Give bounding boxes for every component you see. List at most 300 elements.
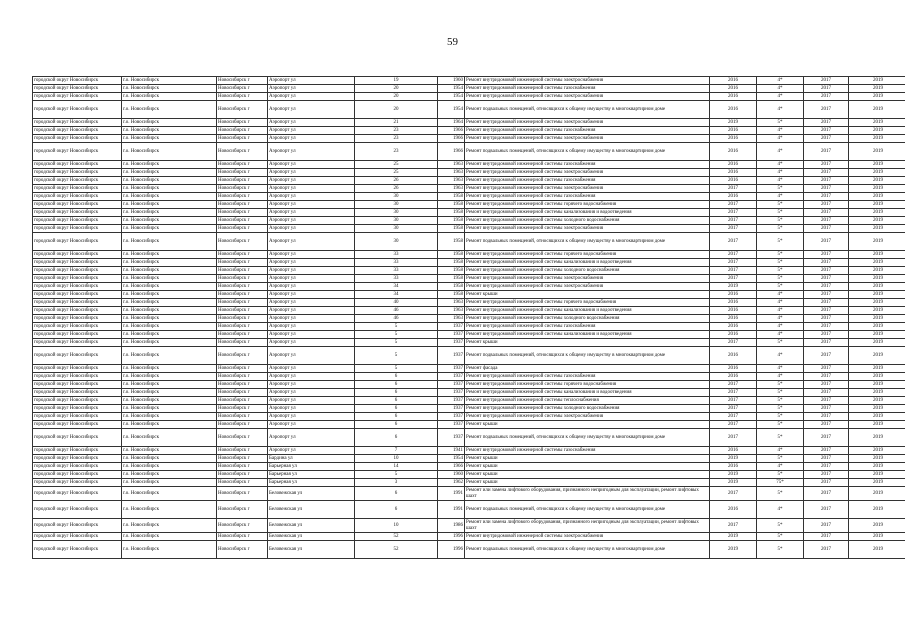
period-end-cell: 2019 bbox=[849, 275, 905, 283]
house-number-cell: 6 bbox=[355, 421, 438, 429]
cost-cell: 2016 bbox=[710, 193, 757, 201]
cost-cell: 2016 bbox=[710, 143, 757, 161]
period-start-cell: 2017 bbox=[804, 101, 849, 119]
period-end-cell: 2019 bbox=[849, 85, 905, 93]
cost-cell: 2019 bbox=[710, 455, 757, 463]
cost-cell: 2019 bbox=[710, 283, 757, 291]
cost-cell: 2017 bbox=[710, 487, 757, 501]
municipality-cell: городской округ Новосибирск bbox=[33, 185, 122, 193]
municipality-cell: городской округ Новосибирск bbox=[33, 389, 122, 397]
table-row bbox=[33, 267, 905, 275]
period-start-cell: 2017 bbox=[804, 397, 849, 405]
unit-cell: 5* bbox=[757, 397, 804, 405]
street-cell: Аэропорт ул bbox=[268, 119, 355, 127]
work-type-cell: Ремонт внутридомовой инженерной системы электроснабжения bbox=[465, 533, 710, 541]
city-cell: Новосибирск г bbox=[217, 421, 268, 429]
settlement-cell: г.о. Новосибирск bbox=[122, 77, 217, 85]
table-row bbox=[33, 421, 905, 429]
street-cell: Беловежская ул bbox=[268, 501, 355, 519]
unit-cell: 4* bbox=[757, 93, 804, 101]
house-number-cell: 30 bbox=[355, 193, 438, 201]
house-number-cell: 52 bbox=[355, 541, 438, 559]
city-cell: Новосибирск г bbox=[217, 331, 268, 339]
settlement-cell: г.о. Новосибирск bbox=[122, 185, 217, 193]
build-year-cell: 1954 bbox=[438, 455, 465, 463]
work-type-cell: Ремонт внутридомовой инженерной системы газоснабжения bbox=[465, 193, 710, 201]
street-cell: Аэропорт ул bbox=[268, 299, 355, 307]
house-number-cell: 46 bbox=[355, 307, 438, 315]
house-number-cell: 30 bbox=[355, 233, 438, 251]
work-type-cell: Ремонт внутридомовой инженерной системы горячего водоснабжения bbox=[465, 299, 710, 307]
street-cell: Аэропорт ул bbox=[268, 93, 355, 101]
house-number-cell: 34 bbox=[355, 283, 438, 291]
period-start-cell: 2017 bbox=[804, 455, 849, 463]
unit-cell: 5* bbox=[757, 381, 804, 389]
street-cell: Аэропорт ул bbox=[268, 413, 355, 421]
period-start-cell: 2017 bbox=[804, 323, 849, 331]
period-start-cell: 2017 bbox=[804, 331, 849, 339]
municipality-cell: городской округ Новосибирск bbox=[33, 429, 122, 447]
city-cell: Новосибирск г bbox=[217, 455, 268, 463]
unit-cell: 4* bbox=[757, 501, 804, 519]
unit-cell: 4* bbox=[757, 463, 804, 471]
cost-cell: 2016 bbox=[710, 463, 757, 471]
settlement-cell: г.о. Новосибирск bbox=[122, 201, 217, 209]
street-cell: Аэропорт ул bbox=[268, 339, 355, 347]
period-start-cell: 2017 bbox=[804, 267, 849, 275]
table-row bbox=[33, 339, 905, 347]
build-year-cell: 1966 bbox=[438, 127, 465, 135]
street-cell: Аэропорт ул bbox=[268, 185, 355, 193]
cost-cell: 2016 bbox=[710, 307, 757, 315]
city-cell: Новосибирск г bbox=[217, 135, 268, 143]
municipality-cell: городской округ Новосибирск bbox=[33, 299, 122, 307]
city-cell: Новосибирск г bbox=[217, 381, 268, 389]
city-cell: Новосибирск г bbox=[217, 347, 268, 365]
cost-cell: 2017 bbox=[710, 201, 757, 209]
settlement-cell: г.о. Новосибирск bbox=[122, 323, 217, 331]
street-cell: Аэропорт ул bbox=[268, 193, 355, 201]
period-start-cell: 2017 bbox=[804, 119, 849, 127]
cost-cell: 2016 bbox=[710, 177, 757, 185]
table-row bbox=[33, 397, 905, 405]
settlement-cell: г.о. Новосибирск bbox=[122, 421, 217, 429]
street-cell: Аэропорт ул bbox=[268, 101, 355, 119]
build-year-cell: 1958 bbox=[438, 217, 465, 225]
build-year-cell: 1937 bbox=[438, 381, 465, 389]
cost-cell: 2016 bbox=[710, 77, 757, 85]
table-row bbox=[33, 283, 905, 291]
house-number-cell: 6 bbox=[355, 381, 438, 389]
settlement-cell: г.о. Новосибирск bbox=[122, 519, 217, 533]
build-year-cell: 1937 bbox=[438, 389, 465, 397]
street-cell: Барьерная ул bbox=[268, 479, 355, 487]
municipality-cell: городской округ Новосибирск bbox=[33, 143, 122, 161]
build-year-cell: 1963 bbox=[438, 307, 465, 315]
period-start-cell: 2017 bbox=[804, 307, 849, 315]
unit-cell: 5* bbox=[757, 541, 804, 559]
street-cell: Аэропорт ул bbox=[268, 143, 355, 161]
settlement-cell: г.о. Новосибирск bbox=[122, 487, 217, 501]
street-cell: Аэропорт ул bbox=[268, 161, 355, 169]
build-year-cell: 1963 bbox=[438, 161, 465, 169]
street-cell: Аэропорт ул bbox=[268, 307, 355, 315]
period-start-cell: 2017 bbox=[804, 421, 849, 429]
municipality-cell: городской округ Новосибирск bbox=[33, 251, 122, 259]
period-end-cell: 2019 bbox=[849, 463, 905, 471]
settlement-cell: г.о. Новосибирск bbox=[122, 479, 217, 487]
house-number-cell: 21 bbox=[355, 119, 438, 127]
period-end-cell: 2019 bbox=[849, 217, 905, 225]
cost-cell: 2017 bbox=[710, 397, 757, 405]
unit-cell: 5* bbox=[757, 455, 804, 463]
build-year-cell: 1963 bbox=[438, 185, 465, 193]
city-cell: Новосибирск г bbox=[217, 259, 268, 267]
build-year-cell: 1958 bbox=[438, 233, 465, 251]
unit-cell: 4* bbox=[757, 331, 804, 339]
city-cell: Новосибирск г bbox=[217, 405, 268, 413]
table-row bbox=[33, 77, 905, 85]
cost-cell: 2016 bbox=[710, 127, 757, 135]
city-cell: Новосибирск г bbox=[217, 251, 268, 259]
build-year-cell: 1986 bbox=[438, 519, 465, 533]
unit-cell: 4* bbox=[757, 135, 804, 143]
unit-cell: 5* bbox=[757, 251, 804, 259]
city-cell: Новосибирск г bbox=[217, 323, 268, 331]
cost-cell: 2019 bbox=[710, 541, 757, 559]
period-end-cell: 2019 bbox=[849, 373, 905, 381]
work-type-cell: Ремонт крыши bbox=[465, 291, 710, 299]
municipality-cell: городской округ Новосибирск bbox=[33, 533, 122, 541]
city-cell: Новосибирск г bbox=[217, 307, 268, 315]
settlement-cell: г.о. Новосибирск bbox=[122, 93, 217, 101]
settlement-cell: г.о. Новосибирск bbox=[122, 365, 217, 373]
cost-cell: 2016 bbox=[710, 291, 757, 299]
settlement-cell: г.о. Новосибирск bbox=[122, 331, 217, 339]
unit-cell: 5* bbox=[757, 389, 804, 397]
unit-cell: 4* bbox=[757, 373, 804, 381]
cost-cell: 2017 bbox=[710, 267, 757, 275]
city-cell: Новосибирск г bbox=[217, 397, 268, 405]
city-cell: Новосибирск г bbox=[217, 389, 268, 397]
house-number-cell: 20 bbox=[355, 93, 438, 101]
work-type-cell: Ремонт внутридомовой инженерной системы электроснабжения bbox=[465, 77, 710, 85]
municipality-cell: городской округ Новосибирск bbox=[33, 447, 122, 455]
build-year-cell: 1966 bbox=[438, 143, 465, 161]
municipality-cell: городской округ Новосибирск bbox=[33, 217, 122, 225]
period-start-cell: 2017 bbox=[804, 413, 849, 421]
settlement-cell: г.о. Новосибирск bbox=[122, 283, 217, 291]
period-start-cell: 2017 bbox=[804, 201, 849, 209]
municipality-cell: городской округ Новосибирск bbox=[33, 209, 122, 217]
unit-cell: 4* bbox=[757, 127, 804, 135]
unit-cell: 4* bbox=[757, 161, 804, 169]
work-type-cell: Ремонт внутридомовой инженерной системы газоснабжения bbox=[465, 85, 710, 93]
street-cell: Аэропорт ул bbox=[268, 77, 355, 85]
build-year-cell: 1937 bbox=[438, 339, 465, 347]
street-cell: Аэропорт ул bbox=[268, 421, 355, 429]
municipality-cell: городской округ Новосибирск bbox=[33, 501, 122, 519]
unit-cell: 5* bbox=[757, 259, 804, 267]
table-row bbox=[33, 251, 905, 259]
table-row bbox=[33, 447, 905, 455]
work-type-cell: Ремонт подвальных помещений, относящихся к общему имуществу в многоквартирном доме bbox=[465, 541, 710, 559]
unit-cell: 5* bbox=[757, 267, 804, 275]
street-cell: Аэропорт ул bbox=[268, 405, 355, 413]
house-number-cell: 34 bbox=[355, 291, 438, 299]
house-number-cell: 5 bbox=[355, 323, 438, 331]
period-start-cell: 2017 bbox=[804, 381, 849, 389]
settlement-cell: г.о. Новосибирск bbox=[122, 413, 217, 421]
house-number-cell: 5 bbox=[355, 339, 438, 347]
city-cell: Новосибирск г bbox=[217, 93, 268, 101]
table-row bbox=[33, 127, 905, 135]
cost-cell: 2017 bbox=[710, 225, 757, 233]
period-start-cell: 2017 bbox=[804, 339, 849, 347]
period-start-cell: 2017 bbox=[804, 487, 849, 501]
municipality-cell: городской округ Новосибирск bbox=[33, 267, 122, 275]
table-row bbox=[33, 381, 905, 389]
city-cell: Новосибирск г bbox=[217, 201, 268, 209]
period-end-cell: 2019 bbox=[849, 251, 905, 259]
table-row bbox=[33, 455, 905, 463]
period-end-cell: 2019 bbox=[849, 519, 905, 533]
table-row bbox=[33, 201, 905, 209]
period-start-cell: 2017 bbox=[804, 251, 849, 259]
house-number-cell: 14 bbox=[355, 463, 438, 471]
period-start-cell: 2017 bbox=[804, 447, 849, 455]
settlement-cell: г.о. Новосибирск bbox=[122, 373, 217, 381]
build-year-cell: 1958 bbox=[438, 209, 465, 217]
cost-cell: 2016 bbox=[710, 365, 757, 373]
cost-cell: 2016 bbox=[710, 161, 757, 169]
unit-cell: 75* bbox=[757, 479, 804, 487]
unit-cell: 5* bbox=[757, 339, 804, 347]
house-number-cell: 6 bbox=[355, 429, 438, 447]
build-year-cell: 1960 bbox=[438, 77, 465, 85]
city-cell: Новосибирск г bbox=[217, 541, 268, 559]
house-number-cell: 52 bbox=[355, 533, 438, 541]
municipality-cell: городской округ Новосибирск bbox=[33, 119, 122, 127]
house-number-cell: 10 bbox=[355, 519, 438, 533]
unit-cell: 4* bbox=[757, 85, 804, 93]
table-row bbox=[33, 193, 905, 201]
settlement-cell: г.о. Новосибирск bbox=[122, 177, 217, 185]
work-type-cell: Ремонт подвальных помещений, относящихся к общему имуществу в многоквартирном доме bbox=[465, 501, 710, 519]
period-end-cell: 2019 bbox=[849, 347, 905, 365]
work-type-cell: Ремонт внутридомовой инженерной системы электроснабжения bbox=[465, 413, 710, 421]
municipality-cell: городской округ Новосибирск bbox=[33, 373, 122, 381]
street-cell: Аэропорт ул bbox=[268, 217, 355, 225]
work-type-cell: Ремонт внутридомовой инженерной системы электроснабжения bbox=[465, 185, 710, 193]
unit-cell: 5* bbox=[757, 275, 804, 283]
table-row bbox=[33, 177, 905, 185]
street-cell: Аэропорт ул bbox=[268, 373, 355, 381]
municipality-cell: городской округ Новосибирск bbox=[33, 259, 122, 267]
period-end-cell: 2019 bbox=[849, 267, 905, 275]
unit-cell: 4* bbox=[757, 143, 804, 161]
municipality-cell: городской округ Новосибирск bbox=[33, 519, 122, 533]
city-cell: Новосибирск г bbox=[217, 177, 268, 185]
build-year-cell: 1937 bbox=[438, 421, 465, 429]
house-number-cell: 5 bbox=[355, 347, 438, 365]
build-year-cell: 1963 bbox=[438, 169, 465, 177]
cost-cell: 2017 bbox=[710, 405, 757, 413]
unit-cell: 5* bbox=[757, 533, 804, 541]
settlement-cell: г.о. Новосибирск bbox=[122, 233, 217, 251]
build-year-cell: 1954 bbox=[438, 101, 465, 119]
city-cell: Новосибирск г bbox=[217, 471, 268, 479]
cost-cell: 2017 bbox=[710, 389, 757, 397]
period-start-cell: 2017 bbox=[804, 225, 849, 233]
build-year-cell: 1937 bbox=[438, 331, 465, 339]
city-cell: Новосибирск г bbox=[217, 101, 268, 119]
work-type-cell: Ремонт внутридомовой инженерной системы холодного водоснабжения bbox=[465, 405, 710, 413]
cost-cell: 2017 bbox=[710, 519, 757, 533]
table-row bbox=[33, 185, 905, 193]
city-cell: Новосибирск г bbox=[217, 161, 268, 169]
house-number-cell: 25 bbox=[355, 169, 438, 177]
period-start-cell: 2017 bbox=[804, 283, 849, 291]
unit-cell: 4* bbox=[757, 365, 804, 373]
cost-cell: 2017 bbox=[710, 421, 757, 429]
house-number-cell: 23 bbox=[355, 135, 438, 143]
period-end-cell: 2019 bbox=[849, 193, 905, 201]
municipality-cell: городской округ Новосибирск bbox=[33, 93, 122, 101]
house-number-cell: 33 bbox=[355, 275, 438, 283]
build-year-cell: 1954 bbox=[438, 85, 465, 93]
city-cell: Новосибирск г bbox=[217, 225, 268, 233]
unit-cell: 4* bbox=[757, 347, 804, 365]
unit-cell: 5* bbox=[757, 209, 804, 217]
period-end-cell: 2019 bbox=[849, 299, 905, 307]
period-end-cell: 2019 bbox=[849, 381, 905, 389]
build-year-cell: 1958 bbox=[438, 275, 465, 283]
work-type-cell: Ремонт внутридомовой инженерной системы холодного водоснабжения bbox=[465, 217, 710, 225]
house-number-cell: 20 bbox=[355, 85, 438, 93]
table-row bbox=[33, 233, 905, 251]
municipality-cell: городской округ Новосибирск bbox=[33, 381, 122, 389]
house-number-cell: 30 bbox=[355, 225, 438, 233]
period-start-cell: 2017 bbox=[804, 161, 849, 169]
work-type-cell: Ремонт внутридомовой инженерной системы канализования и водоотведения bbox=[465, 389, 710, 397]
unit-cell: 4* bbox=[757, 323, 804, 331]
period-end-cell: 2019 bbox=[849, 93, 905, 101]
period-start-cell: 2017 bbox=[804, 177, 849, 185]
settlement-cell: г.о. Новосибирск bbox=[122, 143, 217, 161]
build-year-cell: 1937 bbox=[438, 405, 465, 413]
house-number-cell: 7 bbox=[355, 447, 438, 455]
build-year-cell: 1963 bbox=[438, 299, 465, 307]
unit-cell: 4* bbox=[757, 193, 804, 201]
period-end-cell: 2019 bbox=[849, 501, 905, 519]
house-number-cell: 6 bbox=[355, 413, 438, 421]
house-number-cell: 20 bbox=[355, 101, 438, 119]
house-number-cell: 33 bbox=[355, 251, 438, 259]
table-row bbox=[33, 315, 905, 323]
house-number-cell: 6 bbox=[355, 389, 438, 397]
settlement-cell: г.о. Новосибирск bbox=[122, 85, 217, 93]
cost-cell: 2019 bbox=[710, 119, 757, 127]
cost-cell: 2019 bbox=[710, 533, 757, 541]
work-type-cell: Ремонт внутридомовой инженерной системы электроснабжения bbox=[465, 225, 710, 233]
work-type-cell: Ремонт внутридомовой инженерной системы горячего водоснабжения bbox=[465, 381, 710, 389]
build-year-cell: 1963 bbox=[438, 315, 465, 323]
city-cell: Новосибирск г bbox=[217, 447, 268, 455]
build-year-cell: 1958 bbox=[438, 225, 465, 233]
work-type-cell: Ремонт внутридомовой инженерной системы горячего водоснабжения bbox=[465, 201, 710, 209]
municipality-cell: городской округ Новосибирск bbox=[33, 463, 122, 471]
city-cell: Новосибирск г bbox=[217, 127, 268, 135]
period-end-cell: 2019 bbox=[849, 447, 905, 455]
period-end-cell: 2019 bbox=[849, 315, 905, 323]
house-number-cell: 25 bbox=[355, 161, 438, 169]
settlement-cell: г.о. Новосибирск bbox=[122, 217, 217, 225]
period-end-cell: 2019 bbox=[849, 209, 905, 217]
period-end-cell: 2019 bbox=[849, 471, 905, 479]
unit-cell: 5* bbox=[757, 471, 804, 479]
settlement-cell: г.о. Новосибирск bbox=[122, 101, 217, 119]
period-start-cell: 2017 bbox=[804, 519, 849, 533]
settlement-cell: г.о. Новосибирск bbox=[122, 447, 217, 455]
build-year-cell: 1937 bbox=[438, 429, 465, 447]
city-cell: Новосибирск г bbox=[217, 413, 268, 421]
table-row bbox=[33, 429, 905, 447]
build-year-cell: 1937 bbox=[438, 365, 465, 373]
municipality-cell: городской округ Новосибирск bbox=[33, 487, 122, 501]
settlement-cell: г.о. Новосибирск bbox=[122, 267, 217, 275]
settlement-cell: г.о. Новосибирск bbox=[122, 299, 217, 307]
period-start-cell: 2017 bbox=[804, 389, 849, 397]
period-start-cell: 2017 bbox=[804, 185, 849, 193]
period-start-cell: 2017 bbox=[804, 479, 849, 487]
street-cell: Аэропорт ул bbox=[268, 177, 355, 185]
municipality-cell: городской округ Новосибирск bbox=[33, 331, 122, 339]
municipality-cell: городской округ Новосибирск bbox=[33, 85, 122, 93]
build-year-cell: 1962 bbox=[438, 479, 465, 487]
municipality-cell: городской округ Новосибирск bbox=[33, 315, 122, 323]
period-start-cell: 2017 bbox=[804, 291, 849, 299]
build-year-cell: 1937 bbox=[438, 323, 465, 331]
period-start-cell: 2017 bbox=[804, 209, 849, 217]
house-number-cell: 5 bbox=[355, 331, 438, 339]
build-year-cell: 1937 bbox=[438, 373, 465, 381]
table-row bbox=[33, 389, 905, 397]
house-number-cell: 40 bbox=[355, 299, 438, 307]
settlement-cell: г.о. Новосибирск bbox=[122, 541, 217, 559]
settlement-cell: г.о. Новосибирск bbox=[122, 315, 217, 323]
period-start-cell: 2017 bbox=[804, 365, 849, 373]
unit-cell: 5* bbox=[757, 201, 804, 209]
city-cell: Новосибирск г bbox=[217, 275, 268, 283]
house-number-cell: 5 bbox=[355, 471, 438, 479]
city-cell: Новосибирск г bbox=[217, 143, 268, 161]
city-cell: Новосибирск г bbox=[217, 299, 268, 307]
unit-cell: 5* bbox=[757, 421, 804, 429]
municipality-cell: городской округ Новосибирск bbox=[33, 307, 122, 315]
cost-cell: 2016 bbox=[710, 299, 757, 307]
municipality-cell: городской округ Новосибирск bbox=[33, 405, 122, 413]
table-row bbox=[33, 487, 905, 501]
house-number-cell: 6 bbox=[355, 405, 438, 413]
city-cell: Новосибирск г bbox=[217, 169, 268, 177]
street-cell: Беловежская ул bbox=[268, 487, 355, 501]
cost-cell: 2017 bbox=[710, 217, 757, 225]
unit-cell: 5* bbox=[757, 185, 804, 193]
settlement-cell: г.о. Новосибирск bbox=[122, 463, 217, 471]
street-cell: Аэропорт ул bbox=[268, 233, 355, 251]
table-row bbox=[33, 119, 905, 127]
